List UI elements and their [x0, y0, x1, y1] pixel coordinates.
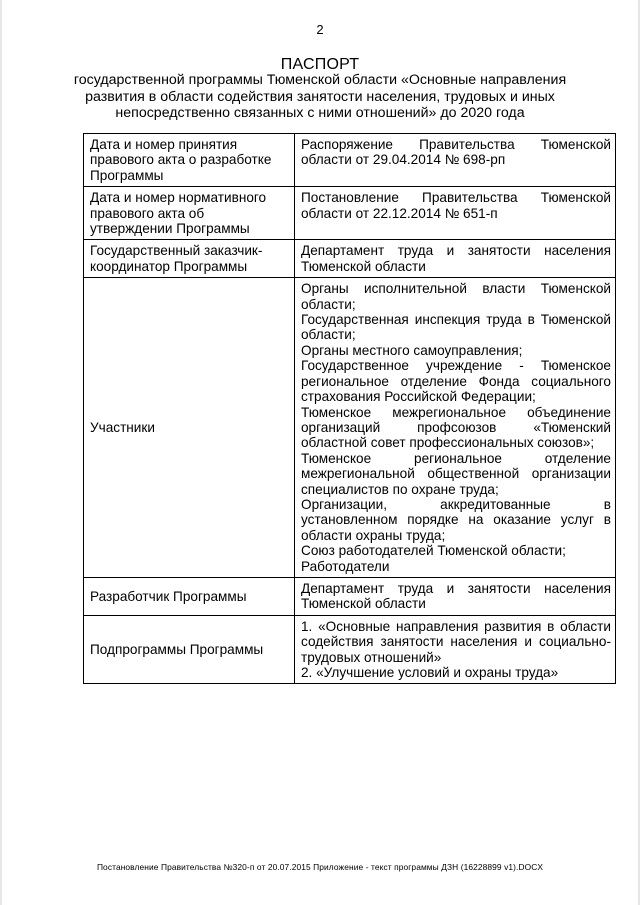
table-row — [84, 187, 616, 240]
row-label: Государственный заказчик-координатор Программы — [84, 240, 295, 278]
value-line: Государственное учреждение - Тюменское региональное отделение Фонда социального страхования Российской Федерации; — [301, 358, 611, 405]
row-label: Дата и номер нормативного правового акта об утверждении Программы — [84, 187, 295, 240]
scan-edge-left — [0, 0, 2, 905]
row-value — [295, 134, 616, 187]
value-line: Тюменское региональное отделение межрегиональной общественной организации специалистов по охране труда; — [301, 450, 611, 497]
value-line: Распоряжение Правительства Тюменской области от 29.04.2014 № 698-рп — [301, 137, 611, 168]
value-line: Работодатели — [301, 558, 390, 574]
row-value — [295, 615, 616, 684]
table-row — [84, 615, 616, 684]
value-line: Государственная инспекция труда в Тюменской области; — [301, 312, 611, 343]
row-value — [295, 577, 616, 615]
row-label: Участники — [84, 278, 295, 578]
value-line: 1. «Основные направления развития в области содействия занятости населения и социально-трудовых отношений» — [301, 618, 611, 665]
value-line: Постановление Правительства Тюменской области от 22.12.2014 № 651-п — [301, 190, 611, 221]
row-value — [295, 240, 616, 278]
value-line: Тюменское межрегиональное объединение организаций профсоюзов «Тюменский областной совет профессиональных союзов»; — [301, 404, 611, 451]
table-row — [84, 240, 616, 278]
document-footer: Постановление Правительства №320-п от 20.07.2015 Приложение - текст программы ДЗН (16228899 v1).DOCX — [96, 862, 544, 872]
value-line: Органы исполнительной власти Тюменской области; — [301, 281, 611, 312]
value-line: Департамент труда и занятости населения Тюменской области — [301, 243, 611, 274]
page-number: 2 — [316, 22, 324, 37]
document-subtitle: государственной программы Тюменской области «Основные направления развития в области содействия занятости населения, трудовых и иных непосредственно связанных с ними отношений» до 2020 года — [73, 72, 567, 121]
row-label: Разработчик Программы — [84, 577, 295, 615]
value-line: Организации, аккредитованные в установленном порядке на оказание услуг в области охраны труда; — [301, 496, 611, 543]
value-line: Органы местного самоуправления; — [301, 342, 523, 358]
row-value — [295, 278, 616, 578]
table-row — [84, 134, 616, 187]
table-row — [84, 278, 616, 578]
row-label: Подпрограммы Программы — [84, 615, 295, 684]
row-label: Дата и номер принятия правового акта о разработке Программы — [84, 134, 295, 187]
value-line: Департамент труда и занятости населения Тюменской области — [301, 580, 611, 612]
document-title: ПАСПОРТ — [280, 56, 360, 73]
value-line: 2. «Улучшение условий и охраны труда» — [301, 665, 559, 680]
row-value — [295, 187, 616, 240]
passport-table — [83, 133, 616, 684]
table-row — [84, 577, 616, 615]
value-line: Союз работодателей Тюменской области; — [301, 543, 566, 559]
